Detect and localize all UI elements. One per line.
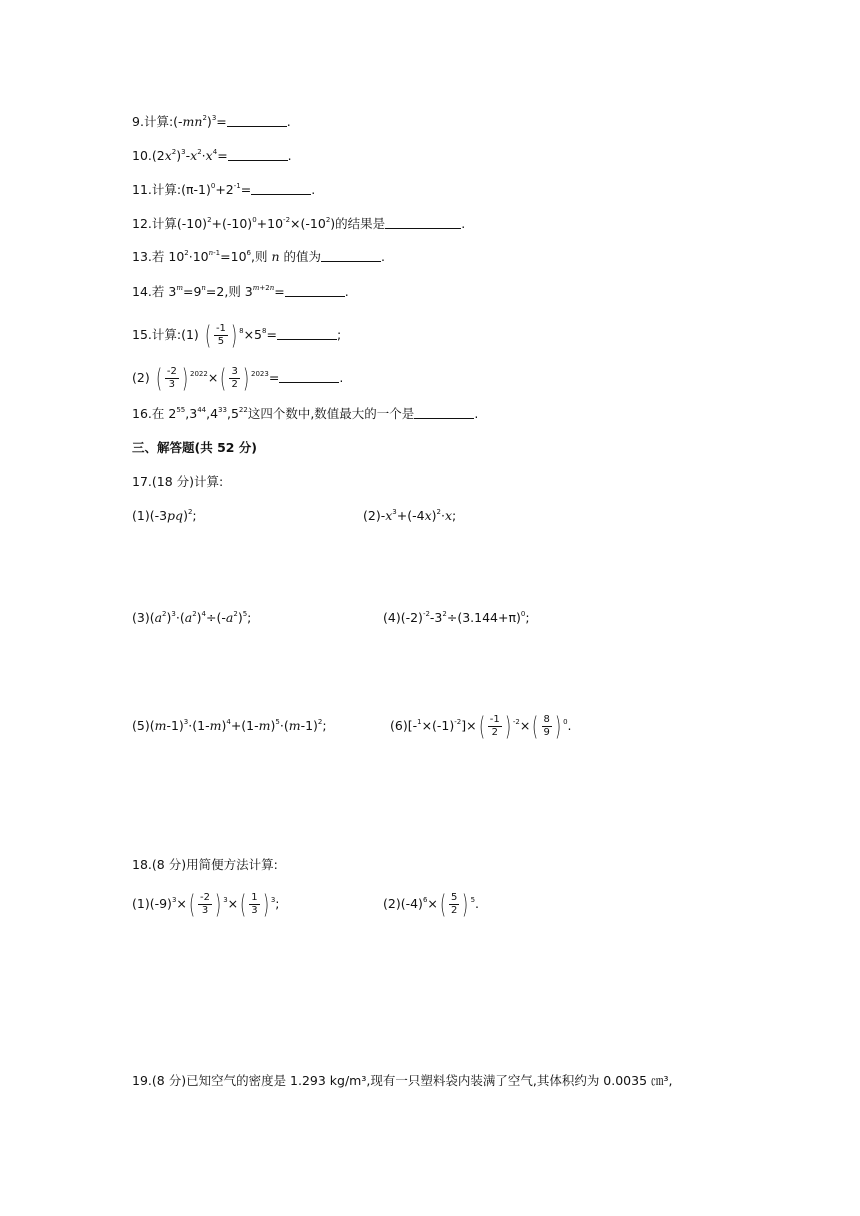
q9-text: 9.: [132, 114, 144, 129]
question-13: 13.若 $10^2\cdot 10^{n-1}=10^6$,则 n 的值为 .: [132, 249, 385, 264]
question-14: 14.若 $3^m=9^n=2$,则 $3^{m+2n}=$ .: [132, 284, 349, 299]
answer-blank[interactable]: [277, 327, 337, 340]
q17-part-1: $(1)(-3pq)^2$;: [132, 508, 197, 523]
question-10: $10.(2x^2)^3-x^2\cdot x^4=$ .: [132, 148, 292, 163]
q17-part-6: $(6)[-^1\times(-1)^{-2}]\times$ ( $\frac{-1}{2}$ ) $^{-2}$× ( $\frac{8}{9}$ ) $^0$.: [390, 711, 572, 742]
q17-part-4: $(4)(-2)^{-2}-3^2\div(3.144+\pi)^0$;: [383, 610, 530, 625]
question-18: 18.(8 分)用简便方法计算:: [132, 857, 278, 872]
question-9: 9.计算$:(-mn^2)^3=$ .: [132, 114, 291, 129]
answer-blank[interactable]: [227, 114, 287, 127]
q18-part-1: $(1)(-9)^3\times$ ( $\frac{-2}{3}$ ) $^3$× ( $\frac{1}{3}$ ) $^3$;: [132, 889, 280, 920]
fraction-group: ( $\frac{-1}{5}$ ): [204, 320, 238, 351]
section-heading: 三、解答题(共 52 分): [132, 440, 258, 455]
question-11: 11.计算$:(\pi-1)^0+2^{-1}=$ .: [132, 182, 316, 197]
answer-blank[interactable]: [414, 406, 474, 419]
answer-blank[interactable]: [279, 370, 339, 383]
q17-part-5: $(5)(m-1)^3\cdot(1-m)^4+(1-m)^5\cdot(m-1)^2$;: [132, 718, 327, 733]
question-12: 12.计算$(-10)^2+(-10)^0+10^{-2}\times(-10^2)$的结果是 .: [132, 216, 466, 231]
answer-blank[interactable]: [385, 216, 461, 229]
question-15-part-2: (2) ( $\frac{-2}{3}$ ) $^{2022}$× ( $\frac{3}{2}$ ) $^{2023}$= .: [132, 363, 344, 394]
answer-blank[interactable]: [251, 182, 311, 195]
q17-part-3: $(3)(a^2)^3\cdot(a^2)^4\div(-a^2)^5$;: [132, 610, 252, 625]
question-17: 17.(18 分)计算:: [132, 474, 224, 489]
question-15-part-1: 15.计算:(1) ( $\frac{-1}{5}$ ) $^8\times 5^8=$ ;: [132, 320, 342, 351]
answer-blank[interactable]: [285, 284, 345, 297]
question-16: 16.在 $2^{55},3^{44},4^{33},5^{22}$这四个数中,数值最大的一个是 .: [132, 406, 479, 421]
answer-blank[interactable]: [321, 249, 381, 262]
question-19: 19.(8 分)已知空气的密度是 1.293 kg/m³,现有一只塑料袋内装满了空气,其体积约为 0.0035 ㎝³,: [132, 1073, 673, 1088]
q17-part-2: $(2)-x^3+(-4x)^2\cdot x$;: [363, 508, 457, 523]
q18-part-2: $(2)(-4)^6\times$ ( $\frac{5}{2}$ ) $^5$.: [383, 889, 480, 920]
answer-blank[interactable]: [228, 148, 288, 161]
